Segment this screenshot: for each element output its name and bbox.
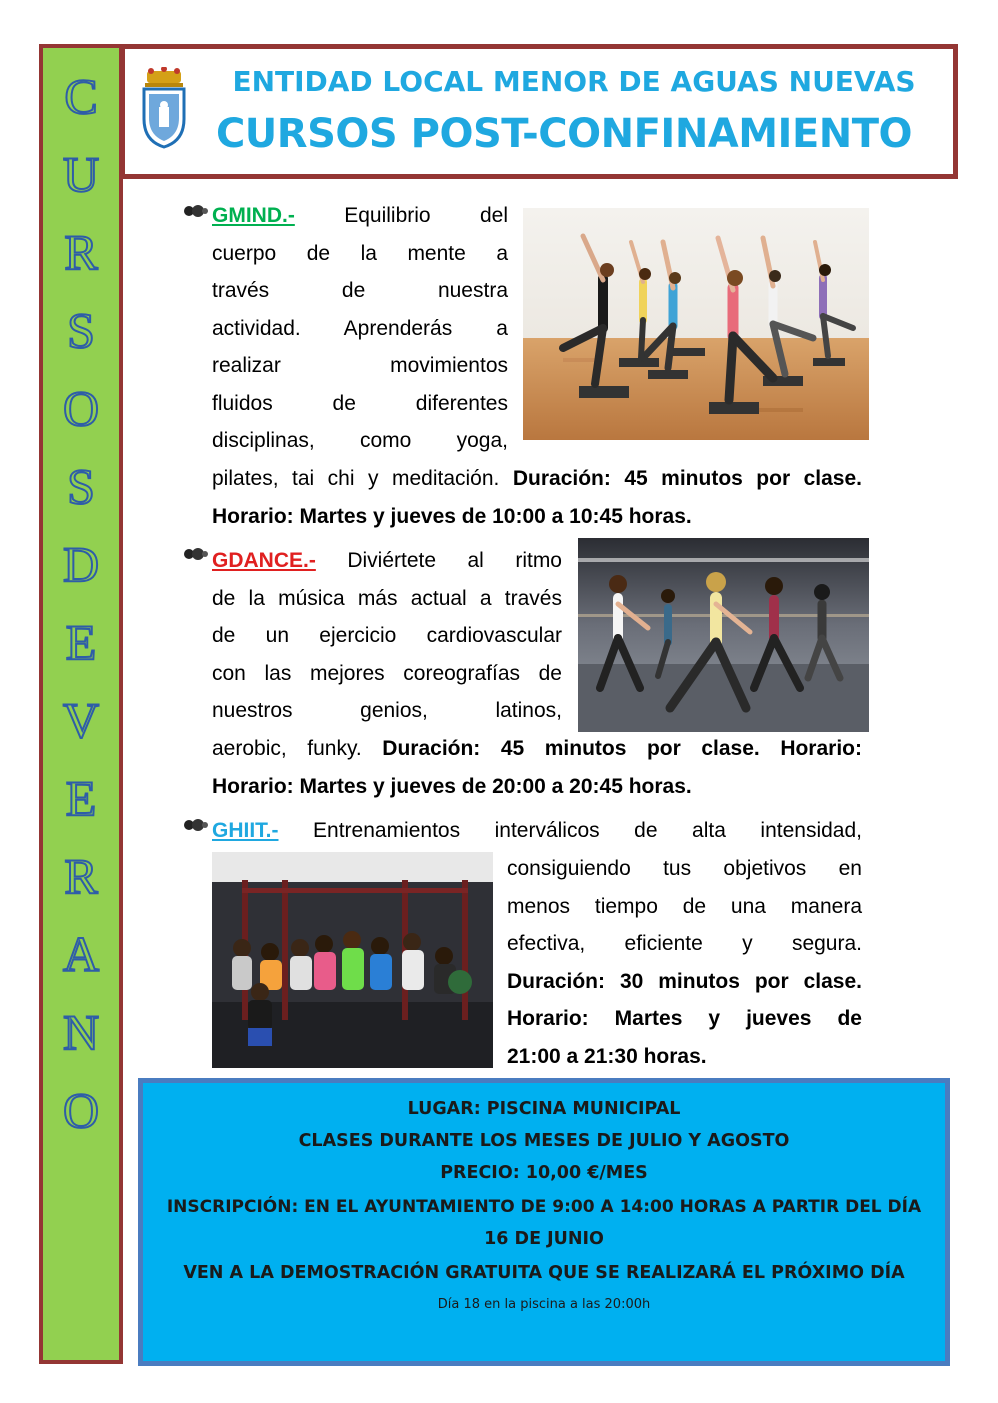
gmind-details — [212, 460, 862, 535]
ghiit-photo — [212, 852, 493, 1068]
ghiit-text-block — [507, 850, 862, 1075]
gdance-schedule: Horario: Martes y jueves de 20:00 a 20:45 horas. — [212, 774, 692, 798]
gdance-photo — [578, 538, 869, 732]
ghiit-course-name: GHIIT.- — [212, 819, 279, 842]
side-letter: U — [62, 146, 100, 202]
header-main-title: CURSOS POST-CONFINAMIENTO — [215, 111, 913, 157]
dumbbell-icon — [183, 546, 209, 562]
gmind-line: través de nuestra — [212, 279, 508, 302]
side-letter: O — [62, 1082, 100, 1138]
dumbbell-icon — [183, 203, 209, 219]
gdance-line: de la música más actual a través — [212, 586, 562, 610]
side-letter: E — [65, 614, 97, 670]
ghiit-schedule-2: 21:00 a 21:30 horas. — [507, 1044, 707, 1068]
side-letter: S — [67, 458, 95, 514]
header-entity-title: ENTIDAD LOCAL MENOR DE AGUAS NUEVAS — [232, 65, 916, 98]
header-box — [120, 44, 958, 179]
info-box — [138, 1078, 950, 1366]
ghiit-line: efectiva, eficiente y segura. — [507, 932, 862, 955]
gdance-line-text: Diviértete al ritmo — [347, 549, 562, 572]
gdance-schedule-label: Horario: — [780, 737, 862, 760]
gmind-line: fluidos de diferentes — [212, 391, 508, 415]
side-letter: A — [62, 926, 100, 982]
ghiit-line-1 — [212, 812, 862, 850]
ghiit-duration: Duración: 30 minutos por clase. — [507, 969, 862, 993]
gmind-detail-line — [212, 460, 862, 498]
side-letter: C — [64, 68, 98, 124]
gmind-text-block — [212, 197, 508, 460]
coat-of-arms-icon — [137, 67, 191, 151]
info-registration-date: 16 DE JUNIO — [484, 1229, 604, 1249]
ghiit-line-text: Entrenamientos interválicos de alta intensidad, — [313, 819, 862, 842]
gdance-text-block — [212, 542, 562, 730]
info-price: PRECIO: 10,00 €/MES — [440, 1163, 648, 1183]
side-letter: D — [62, 536, 100, 592]
side-letter: R — [64, 224, 98, 280]
gdance-line: nuestros genios, latinos, — [212, 699, 562, 722]
gmind-photo — [523, 208, 869, 440]
gmind-line: realizar movimientos — [212, 354, 508, 377]
side-letter: E — [65, 770, 97, 826]
ghiit-line: consiguiendo tus objetivos en — [507, 857, 862, 880]
side-letter: O — [62, 380, 100, 436]
gdance-detail-line — [212, 730, 862, 768]
gdance-details — [212, 730, 862, 805]
side-letter: S — [67, 302, 95, 358]
ghiit-first-line — [212, 812, 862, 850]
dumbbell-icon — [183, 817, 209, 833]
info-demo-detail: Día 18 en la piscina a las 20:00h — [437, 1297, 651, 1312]
info-demo: VEN A LA DEMOSTRACIÓN GRATUITA QUE SE REALIZARÁ EL PRÓXIMO DÍA — [183, 1263, 905, 1283]
ghiit-line: menos tiempo de una manera — [507, 894, 862, 918]
gmind-schedule: Horario: Martes y jueves de 10:00 a 10:45 horas. — [212, 504, 692, 528]
gmind-course-name: GMIND.- — [212, 204, 295, 227]
side-letter: N — [62, 1004, 100, 1060]
gmind-line-1 — [212, 197, 508, 235]
gmind-line: disciplinas, como yoga, — [212, 429, 508, 452]
gmind-line: cuerpo de la mente a — [212, 241, 508, 265]
gmind-description-tail: pilates, tai chi y meditación. — [212, 467, 500, 490]
gdance-line: con las mejores coreografías de — [212, 661, 562, 685]
gdance-line: de un ejercicio cardiovascular — [212, 624, 562, 647]
side-banner — [39, 44, 123, 1364]
info-location: LUGAR: PISCINA MUNICIPAL — [407, 1099, 681, 1119]
gmind-line-text: Equilibrio del — [344, 204, 508, 227]
ghiit-schedule-1: Horario: Martes y jueves de — [507, 1007, 862, 1030]
gdance-line-1 — [212, 542, 562, 580]
gmind-line: actividad. Aprenderás a — [212, 316, 508, 340]
gmind-duration: Duración: 45 minutos por clase. — [512, 467, 862, 490]
gdance-description-tail: aerobic, funky. — [212, 737, 362, 760]
gdance-course-name: GDANCE.- — [212, 549, 316, 572]
info-months: CLASES DURANTE LOS MESES DE JULIO Y AGOSTO — [298, 1131, 790, 1151]
gdance-duration: Duración: 45 minutos por clase. — [382, 737, 760, 760]
side-letter: R — [64, 848, 98, 904]
side-letter: V — [62, 692, 100, 748]
info-registration: INSCRIPCIÓN: EN EL AYUNTAMIENTO DE 9:00 A 14:00 HORAS A PARTIR DEL DÍA — [166, 1197, 922, 1217]
